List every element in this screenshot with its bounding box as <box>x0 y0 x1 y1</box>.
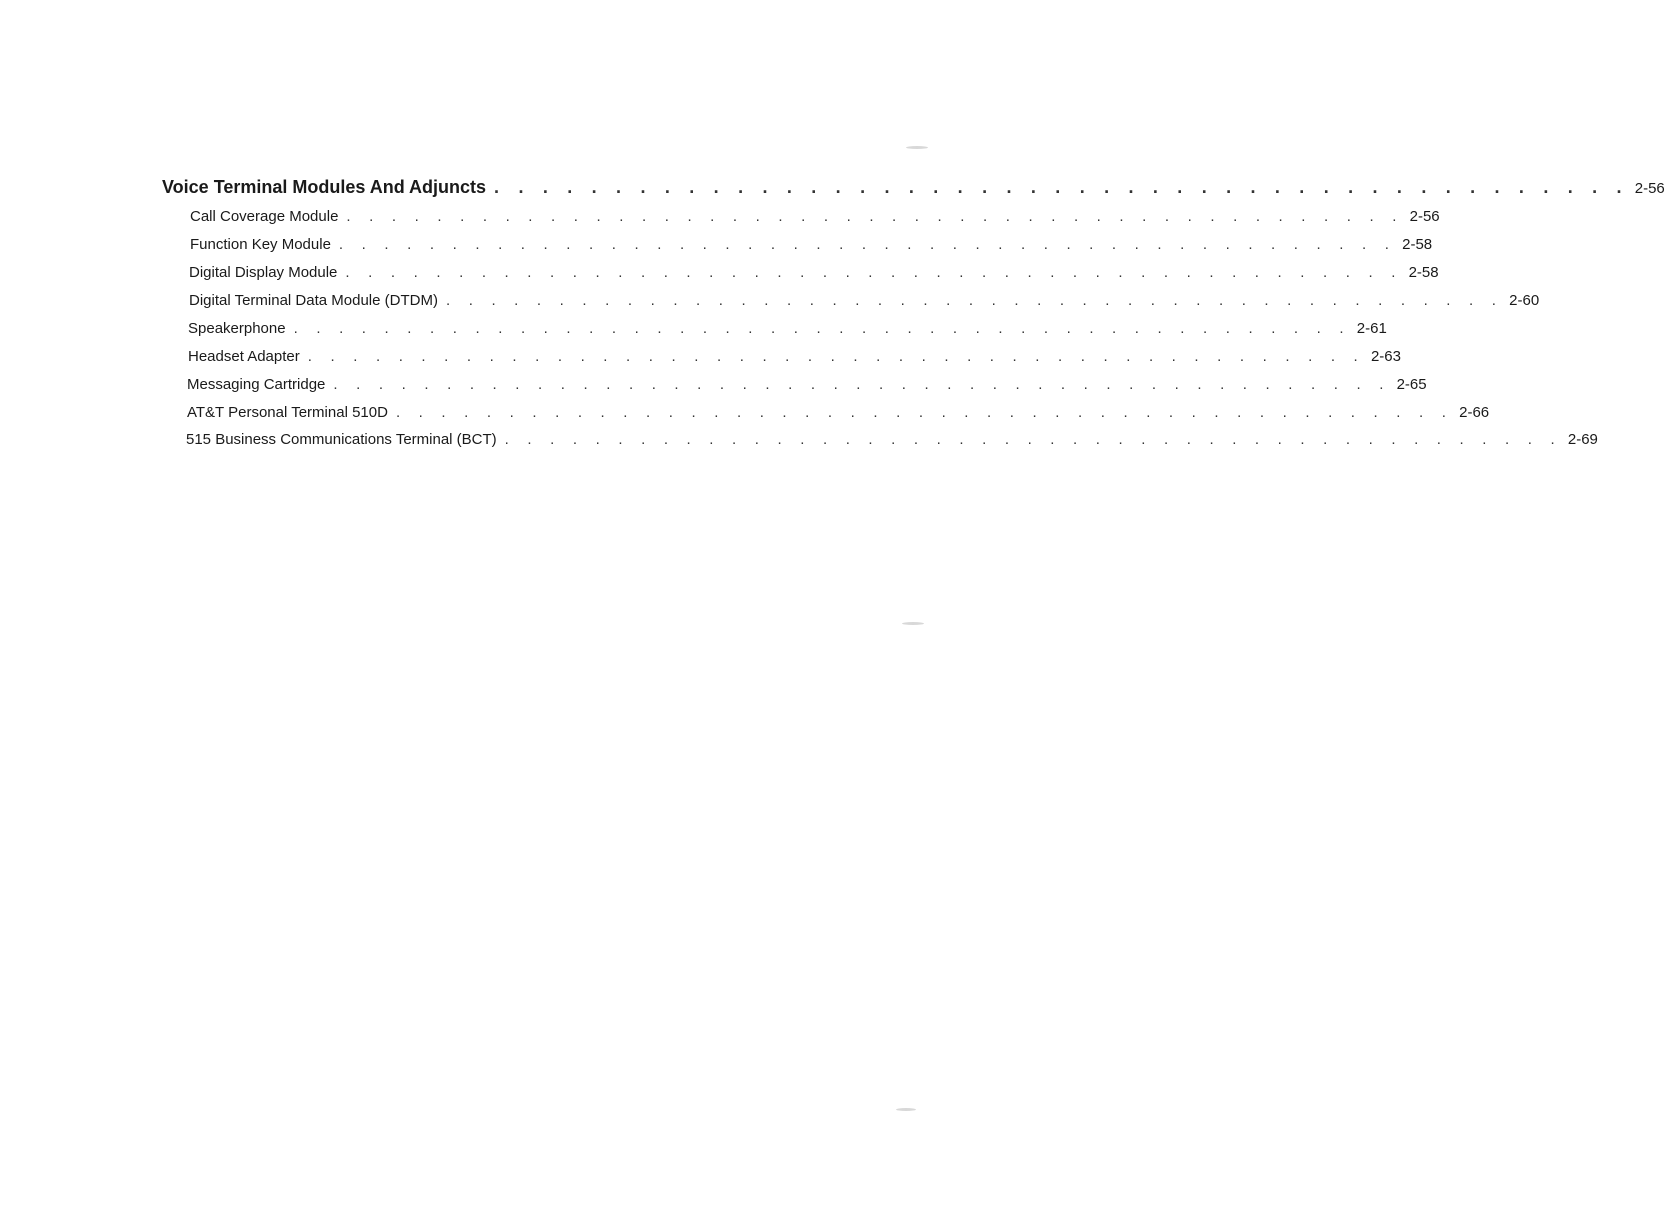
toc-entry-title: AT&T Personal Terminal 510D <box>187 404 388 421</box>
toc-entry <box>187 404 1490 421</box>
toc-entry-page: 2-65 <box>1396 376 1427 393</box>
toc-entry-title: 515 Business Communications Terminal (BCT) <box>186 431 497 448</box>
toc-entry-title: Call Coverage Module <box>190 208 339 225</box>
toc-entry <box>190 236 1433 253</box>
dot-leader: . . . . . . . . . . . . . . . . . . . . . . . . . . . . . . . . . . . . . . . . . . . . . . . <box>494 177 1629 197</box>
toc-heading <box>162 177 1665 198</box>
toc-entry-page: 2-61 <box>1356 320 1387 337</box>
toc-entry-title: Speakerphone <box>188 320 286 337</box>
dot-leader: . . . . . . . . . . . . . . . . . . . . . . . . . . . . . . . . . . . . . . . . . . . . . . . <box>307 348 1365 365</box>
dot-leader: . . . . . . . . . . . . . . . . . . . . . . . . . . . . . . . . . . . . . . . . . . . . . . . <box>333 376 1391 393</box>
scan-mark <box>896 1108 916 1111</box>
toc-entry-title: Digital Terminal Data Module (DTDM) <box>189 292 438 309</box>
scan-mark <box>902 622 924 625</box>
dot-leader: . . . . . . . . . . . . . . . . . . . . . . . . . . . . . . . . . . . . . . . . . . . . . . . <box>445 292 1504 309</box>
toc-entry-title: Messaging Cartridge <box>187 376 326 393</box>
dot-leader: . . . . . . . . . . . . . . . . . . . . . . . . . . . . . . . . . . . . . . . . . . . . . . . <box>338 236 1397 253</box>
toc-heading-page: 2-56 <box>1634 180 1665 197</box>
toc-entry <box>188 348 1401 365</box>
toc-entry <box>186 431 1598 448</box>
toc-entry-title: Function Key Module <box>190 236 331 253</box>
toc-heading-title: Voice Terminal Modules And Adjuncts <box>162 177 487 197</box>
toc-entry-title: Headset Adapter <box>188 348 300 365</box>
toc-entry-page: 2-66 <box>1459 404 1490 421</box>
toc-entry <box>187 376 1427 393</box>
toc-entry-page: 2-56 <box>1409 208 1440 225</box>
toc-entry <box>190 208 1440 225</box>
dot-leader: . . . . . . . . . . . . . . . . . . . . . . . . . . . . . . . . . . . . . . . . . . . . . . . <box>345 264 1403 281</box>
toc-entry <box>189 292 1540 309</box>
dot-leader: . . . . . . . . . . . . . . . . . . . . . . . . . . . . . . . . . . . . . . . . . . . . . . . <box>504 431 1562 448</box>
toc-entry-page: 2-69 <box>1567 431 1598 448</box>
toc-entry-page: 2-63 <box>1370 348 1401 365</box>
toc-entry-page: 2-58 <box>1402 236 1433 253</box>
dot-leader: . . . . . . . . . . . . . . . . . . . . . . . . . . . . . . . . . . . . . . . . . . . . . . . <box>395 404 1454 421</box>
dot-leader: . . . . . . . . . . . . . . . . . . . . . . . . . . . . . . . . . . . . . . . . . . . . . . . <box>346 208 1404 225</box>
scan-mark <box>906 146 928 149</box>
dot-leader: . . . . . . . . . . . . . . . . . . . . . . . . . . . . . . . . . . . . . . . . . . . . . . . <box>293 320 1351 337</box>
toc-entry-title: Digital Display Module <box>189 264 338 281</box>
toc-entry-page: 2-58 <box>1408 264 1439 281</box>
toc-entry <box>188 320 1387 337</box>
toc-entry <box>189 264 1439 281</box>
toc-entry-page: 2-60 <box>1509 292 1540 309</box>
